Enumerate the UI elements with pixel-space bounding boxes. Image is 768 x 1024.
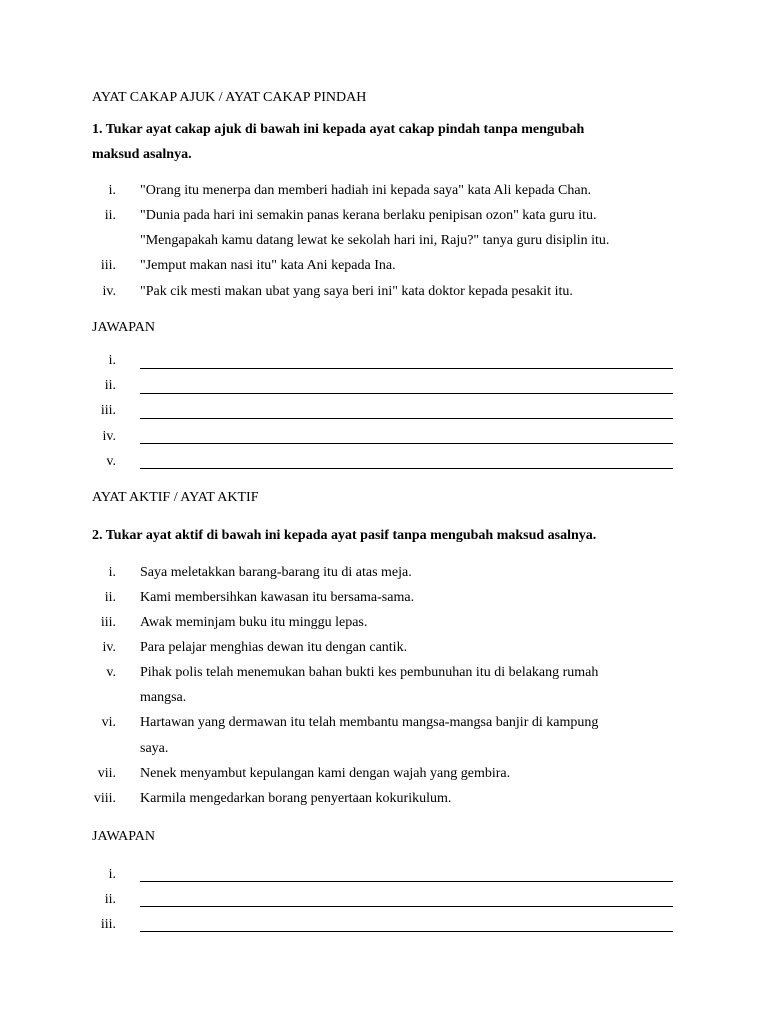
- question-text: Karmila mengedarkan borang penyertaan kokurikulum.: [140, 791, 452, 806]
- question-text: Hartawan yang dermawan itu telah membantu mangsa-mangsa banjir di kampung: [140, 715, 599, 730]
- answer-line[interactable]: [140, 468, 673, 469]
- answer-line[interactable]: [140, 443, 673, 444]
- answer-line[interactable]: [140, 418, 673, 419]
- answer-number: ii.: [104, 892, 116, 907]
- question-text: Para pelajar menghias dewan itu dengan cantik.: [140, 640, 408, 655]
- question-number: iii.: [100, 615, 116, 630]
- question-text: "Orang itu menerpa dan memberi hadiah ini kepada saya" kata Ali kepada Chan.: [140, 183, 592, 198]
- answer-line[interactable]: [140, 906, 673, 907]
- question-text: Kami membersihkan kawasan itu bersama-sama.: [140, 590, 415, 605]
- question-text: "Dunia pada hari ini semakin panas kerana berlaku penipisan ozon" kata guru itu.: [140, 208, 597, 223]
- question-number: iv.: [102, 640, 116, 655]
- answer-number: i.: [108, 867, 116, 882]
- question-number: iii.: [100, 258, 116, 273]
- answer-number: i.: [108, 353, 116, 368]
- answer-line[interactable]: [140, 931, 673, 932]
- section2-instruction: 2. Tukar ayat aktif di bawah ini kepada ayat pasif tanpa mengubah maksud asalnya.: [92, 528, 597, 543]
- question-number: viii.: [93, 791, 116, 806]
- question-text: saya.: [140, 741, 169, 756]
- question-text: Saya meletakkan barang-barang itu di atas meja.: [140, 565, 412, 580]
- question-text: Pihak polis telah menemukan bahan bukti kes pembunuhan itu di belakang rumah: [140, 665, 599, 680]
- section1-answer-label: JAWAPAN: [92, 320, 155, 335]
- question-text: "Pak cik mesti makan ubat yang saya beri ini" kata doktor kepada pesakit itu.: [140, 284, 573, 299]
- section1-heading: AYAT CAKAP AJUK / AYAT CAKAP PINDAH: [92, 90, 367, 105]
- question-text: mangsa.: [140, 690, 187, 705]
- section2-heading: AYAT AKTIF / AYAT AKTIF: [92, 490, 259, 505]
- question-number: ii.: [104, 590, 116, 605]
- section1-instruction-line2: maksud asalnya.: [92, 147, 192, 162]
- question-number: i.: [108, 565, 116, 580]
- question-number: vi.: [101, 715, 116, 730]
- question-text: Awak meminjam buku itu minggu lepas.: [140, 615, 368, 630]
- question-number: vii.: [97, 766, 116, 781]
- question-number: v.: [106, 665, 116, 680]
- question-number: ii.: [104, 208, 116, 223]
- answer-line[interactable]: [140, 881, 673, 882]
- answer-number: iv.: [102, 429, 116, 444]
- section2-answer-label: JAWAPAN: [92, 829, 155, 844]
- question-text: "Mengapakah kamu datang lewat ke sekolah hari ini, Raju?" tanya guru disiplin itu.: [140, 233, 610, 248]
- answer-number: iii.: [100, 917, 116, 932]
- answer-number: ii.: [104, 378, 116, 393]
- answer-number: iii.: [100, 403, 116, 418]
- question-text: Nenek menyambut kepulangan kami dengan wajah yang gembira.: [140, 766, 511, 781]
- answer-number: v.: [106, 454, 116, 469]
- answer-line[interactable]: [140, 393, 673, 394]
- section1-instruction-line1: 1. Tukar ayat cakap ajuk di bawah ini kepada ayat cakap pindah tanpa mengubah: [92, 122, 585, 137]
- question-number: i.: [108, 183, 116, 198]
- question-text: "Jemput makan nasi itu" kata Ani kepada Ina.: [140, 258, 396, 273]
- answer-line[interactable]: [140, 368, 673, 369]
- question-number: iv.: [102, 284, 116, 299]
